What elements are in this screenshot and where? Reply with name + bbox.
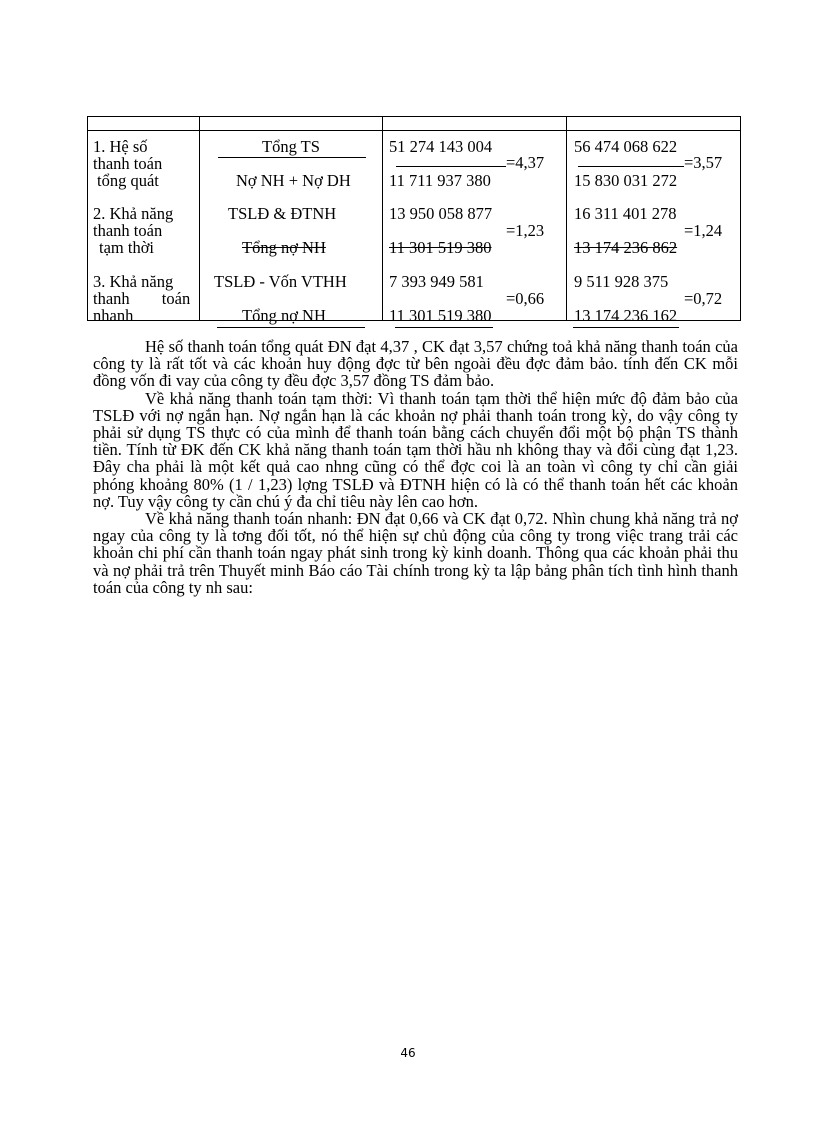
- ck-result: =1,24: [684, 221, 723, 240]
- paragraph: Về khả năng thanh toán tạm thời: Vì thanh toán tạm thời thể hiện mức độ đảm bảo của TSLĐ với nợ ngắn hạn. Nợ ngắn hạn là các khoản nợ phải thanh toán trong kỳ, do vậy công ty phải sử dụng TS thực có của mình để thanh toán bằng cách chuyển đổi một bộ phận TS thành tiền. Tính từ ĐK đến CK khả năng thanh toán tạm thời hầu nh không thay và đổi cùng đạt 1,23. Đây cha phải là một kết quả cao nhng cũng có thể đợc coi là an toàn vì công ty chỉ cần giải phóng khoảng 80% (1 / 1,23) lợng TSLĐ và ĐTNH hiện có là có thể thanh toán hết các khoản nợ. Tuy vậy công ty cần chú ý đa chỉ tiêu này lên cao hơn.: [93, 388, 738, 511]
- ck-numerator: 56 474 068 622: [574, 137, 678, 156]
- ratio-table: [87, 116, 741, 325]
- paragraph: Về khả năng thanh toán nhanh: ĐN đạt 0,66 và CK đạt 0,72. Nhìn chung khả năng trả nợ ngay của công ty là tơng đối tốt, nó thể hiện sự chủ động của công ty trong việc trang trải các khoản chi phí cần thanh toán ngay phát sinh trong kỳ kinh doanh. Thông qua các khoản phải thu và nợ phải trả trên Thuyết minh Báo cáo Tài chính trong kỳ ta lập bảng phân tích tình hình thanh toán của công ty nh sau:: [93, 509, 738, 597]
- dn-denominator: 11 301 519 380: [389, 238, 492, 257]
- formula-denominator: Nợ NH + Nợ DH: [236, 171, 351, 190]
- dn-denominator: 11 711 937 380: [389, 171, 491, 190]
- fraction-bar: [218, 157, 366, 158]
- row-label-total-ratio: 1. Hệ số thanh toán tổng quát: [93, 137, 163, 190]
- header-row-divider: [88, 130, 740, 131]
- dn-result: =4,37: [506, 153, 545, 172]
- formula-numerator: Tổng TS: [262, 137, 320, 156]
- paragraph: Hệ số thanh toán tổng quát ĐN đạt 4,37 , CK đạt 3,57 chứng toả khả năng thanh toán của công ty là rất tốt và các khoản huy động đợc từ bên ngoài đều đợc đảm bảo. tính đến CK mỗi đồng vốn đi vay của công ty đều đợc 3,57 đồng TS đảm bảo.: [93, 337, 738, 391]
- fraction-bar: [396, 166, 506, 167]
- ck-denominator: 15 830 031 272: [574, 171, 678, 190]
- column-divider: [382, 117, 383, 320]
- dn-numerator: 7 393 949 581: [389, 272, 484, 291]
- formula-denominator: Tổng nợ NH: [242, 238, 326, 257]
- ck-result: =3,57: [684, 153, 723, 172]
- ck-numerator: 9 511 928 375: [574, 272, 669, 291]
- fraction-bar: [578, 166, 684, 167]
- ck-result: =0,72: [684, 289, 723, 308]
- fraction-bar: [395, 327, 493, 328]
- page-number: 46: [400, 1046, 416, 1060]
- dn-result: =0,66: [506, 289, 545, 308]
- analysis-text: [93, 338, 738, 596]
- column-divider: [566, 117, 567, 320]
- dn-numerator: 13 950 058 877: [389, 204, 493, 223]
- formula-numerator: TSLĐ - Vốn VTHH: [214, 272, 347, 291]
- fraction-bar: [217, 327, 365, 328]
- row-label-current-ratio: 2. Khả năng thanh toán tạm thời: [93, 204, 174, 257]
- dn-numerator: 51 274 143 004: [389, 137, 493, 156]
- dn-denominator: 11 301 519 380: [389, 306, 492, 325]
- dn-result: =1,23: [506, 221, 545, 240]
- formula-numerator: TSLĐ & ĐTNH: [228, 204, 337, 223]
- ck-numerator: 16 311 401 278: [574, 204, 677, 223]
- row-label-quick-ratio: 3. Khả năng thanh toán nhanh: [93, 272, 191, 325]
- fraction-bar: [573, 327, 679, 328]
- ck-denominator: 13 174 236 862: [574, 238, 678, 257]
- formula-denominator: Tổng nợ NH: [242, 306, 326, 325]
- ck-denominator: 13 174 236 162: [574, 306, 678, 325]
- column-divider: [199, 117, 200, 320]
- label-word: thanh toán: [93, 289, 191, 308]
